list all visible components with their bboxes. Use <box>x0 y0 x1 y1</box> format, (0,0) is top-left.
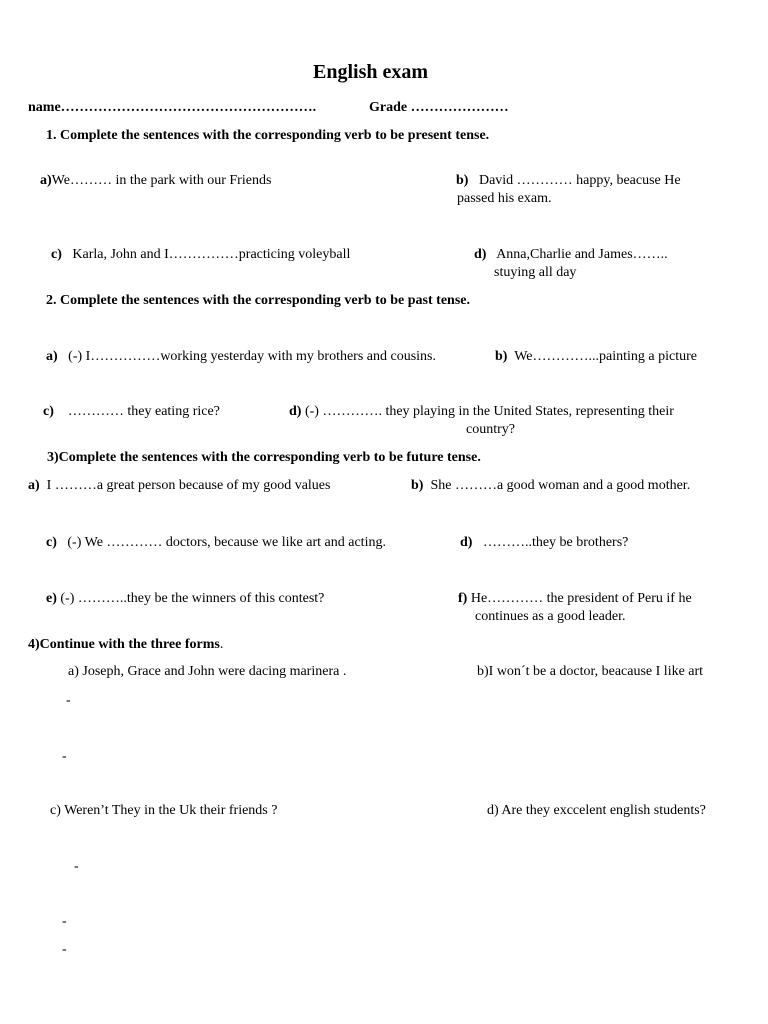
s3-item-a-label: a) <box>28 478 40 493</box>
s1-item-d-line2: stuying all day <box>494 265 577 280</box>
name-field-line: name………………………………………………. <box>28 100 317 115</box>
s3-item-b-text: She ………a good woman and a good mother. <box>430 478 691 493</box>
s3-item-c-text: (-) We ………… doctors, because we like art and acting. <box>67 535 386 550</box>
s1-item-c-label: c) <box>51 247 62 262</box>
s1-item-d <box>474 246 668 264</box>
s2-item-d-line2: country? <box>466 422 515 437</box>
answer-dash: - <box>74 859 79 874</box>
s2-item-a <box>46 348 436 366</box>
s4-item-d: d) Are they exccelent english students? <box>487 803 706 818</box>
section-4-heading-text: 4)Continue with the three forms <box>28 637 220 652</box>
s1-item-b-line2: passed his exam. <box>457 191 552 206</box>
s2-item-c-text: ………… they eating rice? <box>67 404 220 419</box>
s2-item-d <box>289 403 674 421</box>
exam-title: English exam <box>313 61 429 83</box>
s1-item-c-text: Karla, John and I……………practicing voleyball <box>72 247 351 262</box>
s3-item-c-label: c) <box>46 535 57 550</box>
s3-item-f-label: f) <box>458 591 468 606</box>
answer-dash: - <box>66 693 71 708</box>
s3-item-c <box>46 534 386 552</box>
section-1-heading: 1. Complete the sentences with the corresponding verb to be present tense. <box>46 128 490 143</box>
s3-item-d-label: d) <box>460 535 473 550</box>
s2-item-d-text: (-) …………. they playing in the United States, representing their <box>304 404 674 419</box>
s3-item-d-text: ………..they be brothers? <box>482 535 629 550</box>
s2-item-c-label: c) <box>43 404 54 419</box>
answer-dash: - <box>62 749 67 764</box>
s3-item-f-line2: continues as a good leader. <box>475 609 626 624</box>
s2-item-c <box>43 403 220 421</box>
answer-dash: - <box>62 942 67 957</box>
s1-item-a-label: a) <box>40 173 52 188</box>
s4-item-a: a) Joseph, Grace and John were dacing marinera . <box>68 664 347 679</box>
s3-item-f <box>458 590 692 608</box>
section-4-heading <box>28 636 223 654</box>
s2-item-d-label: d) <box>289 404 302 419</box>
s3-item-b <box>411 477 690 495</box>
section-2-heading: 2. Complete the sentences with the corresponding verb to be past tense. <box>46 293 470 308</box>
s1-item-d-label: d) <box>474 247 487 262</box>
s3-item-a <box>28 477 330 495</box>
s3-item-e-label: e) <box>46 591 57 606</box>
s1-item-b <box>456 172 681 190</box>
s4-item-b: b)I won´t be a doctor, beacause I like art <box>477 664 704 679</box>
grade-field-line: Grade ………………… <box>369 100 509 115</box>
s3-item-b-label: b) <box>411 478 424 493</box>
s1-item-c <box>51 246 350 264</box>
s4-item-c: c) Weren’t They in the Uk their friends ? <box>50 803 278 818</box>
s2-item-b-label: b) <box>495 349 508 364</box>
section-4-heading-period: . <box>219 637 224 652</box>
answer-dash: - <box>62 914 67 929</box>
s1-item-d-text: Anna,Charlie and James…….. <box>496 247 668 262</box>
s1-item-b-text: David ………… happy, beacuse He <box>478 173 681 188</box>
s3-item-f-text: He………… the president of Peru if he <box>470 591 692 606</box>
s2-item-a-label: a) <box>46 349 58 364</box>
s1-item-a-text: We……… in the park with our Friends <box>51 173 272 188</box>
s3-item-a-text: I ………a great person because of my good values <box>46 478 331 493</box>
section-3-heading: 3)Complete the sentences with the corresponding verb to be future tense. <box>47 450 481 465</box>
s1-item-a <box>40 172 271 190</box>
s3-item-d <box>460 534 628 552</box>
s3-item-e <box>46 590 324 608</box>
s2-item-a-text: (-) I……………working yesterday with my brothers and cousins. <box>68 349 436 364</box>
s1-item-b-label: b) <box>456 173 469 188</box>
s2-item-b-text: We…………...painting a picture <box>514 349 697 364</box>
s3-item-e-text: (-) ………..they be the winners of this contest? <box>60 591 325 606</box>
s2-item-b <box>495 348 697 366</box>
